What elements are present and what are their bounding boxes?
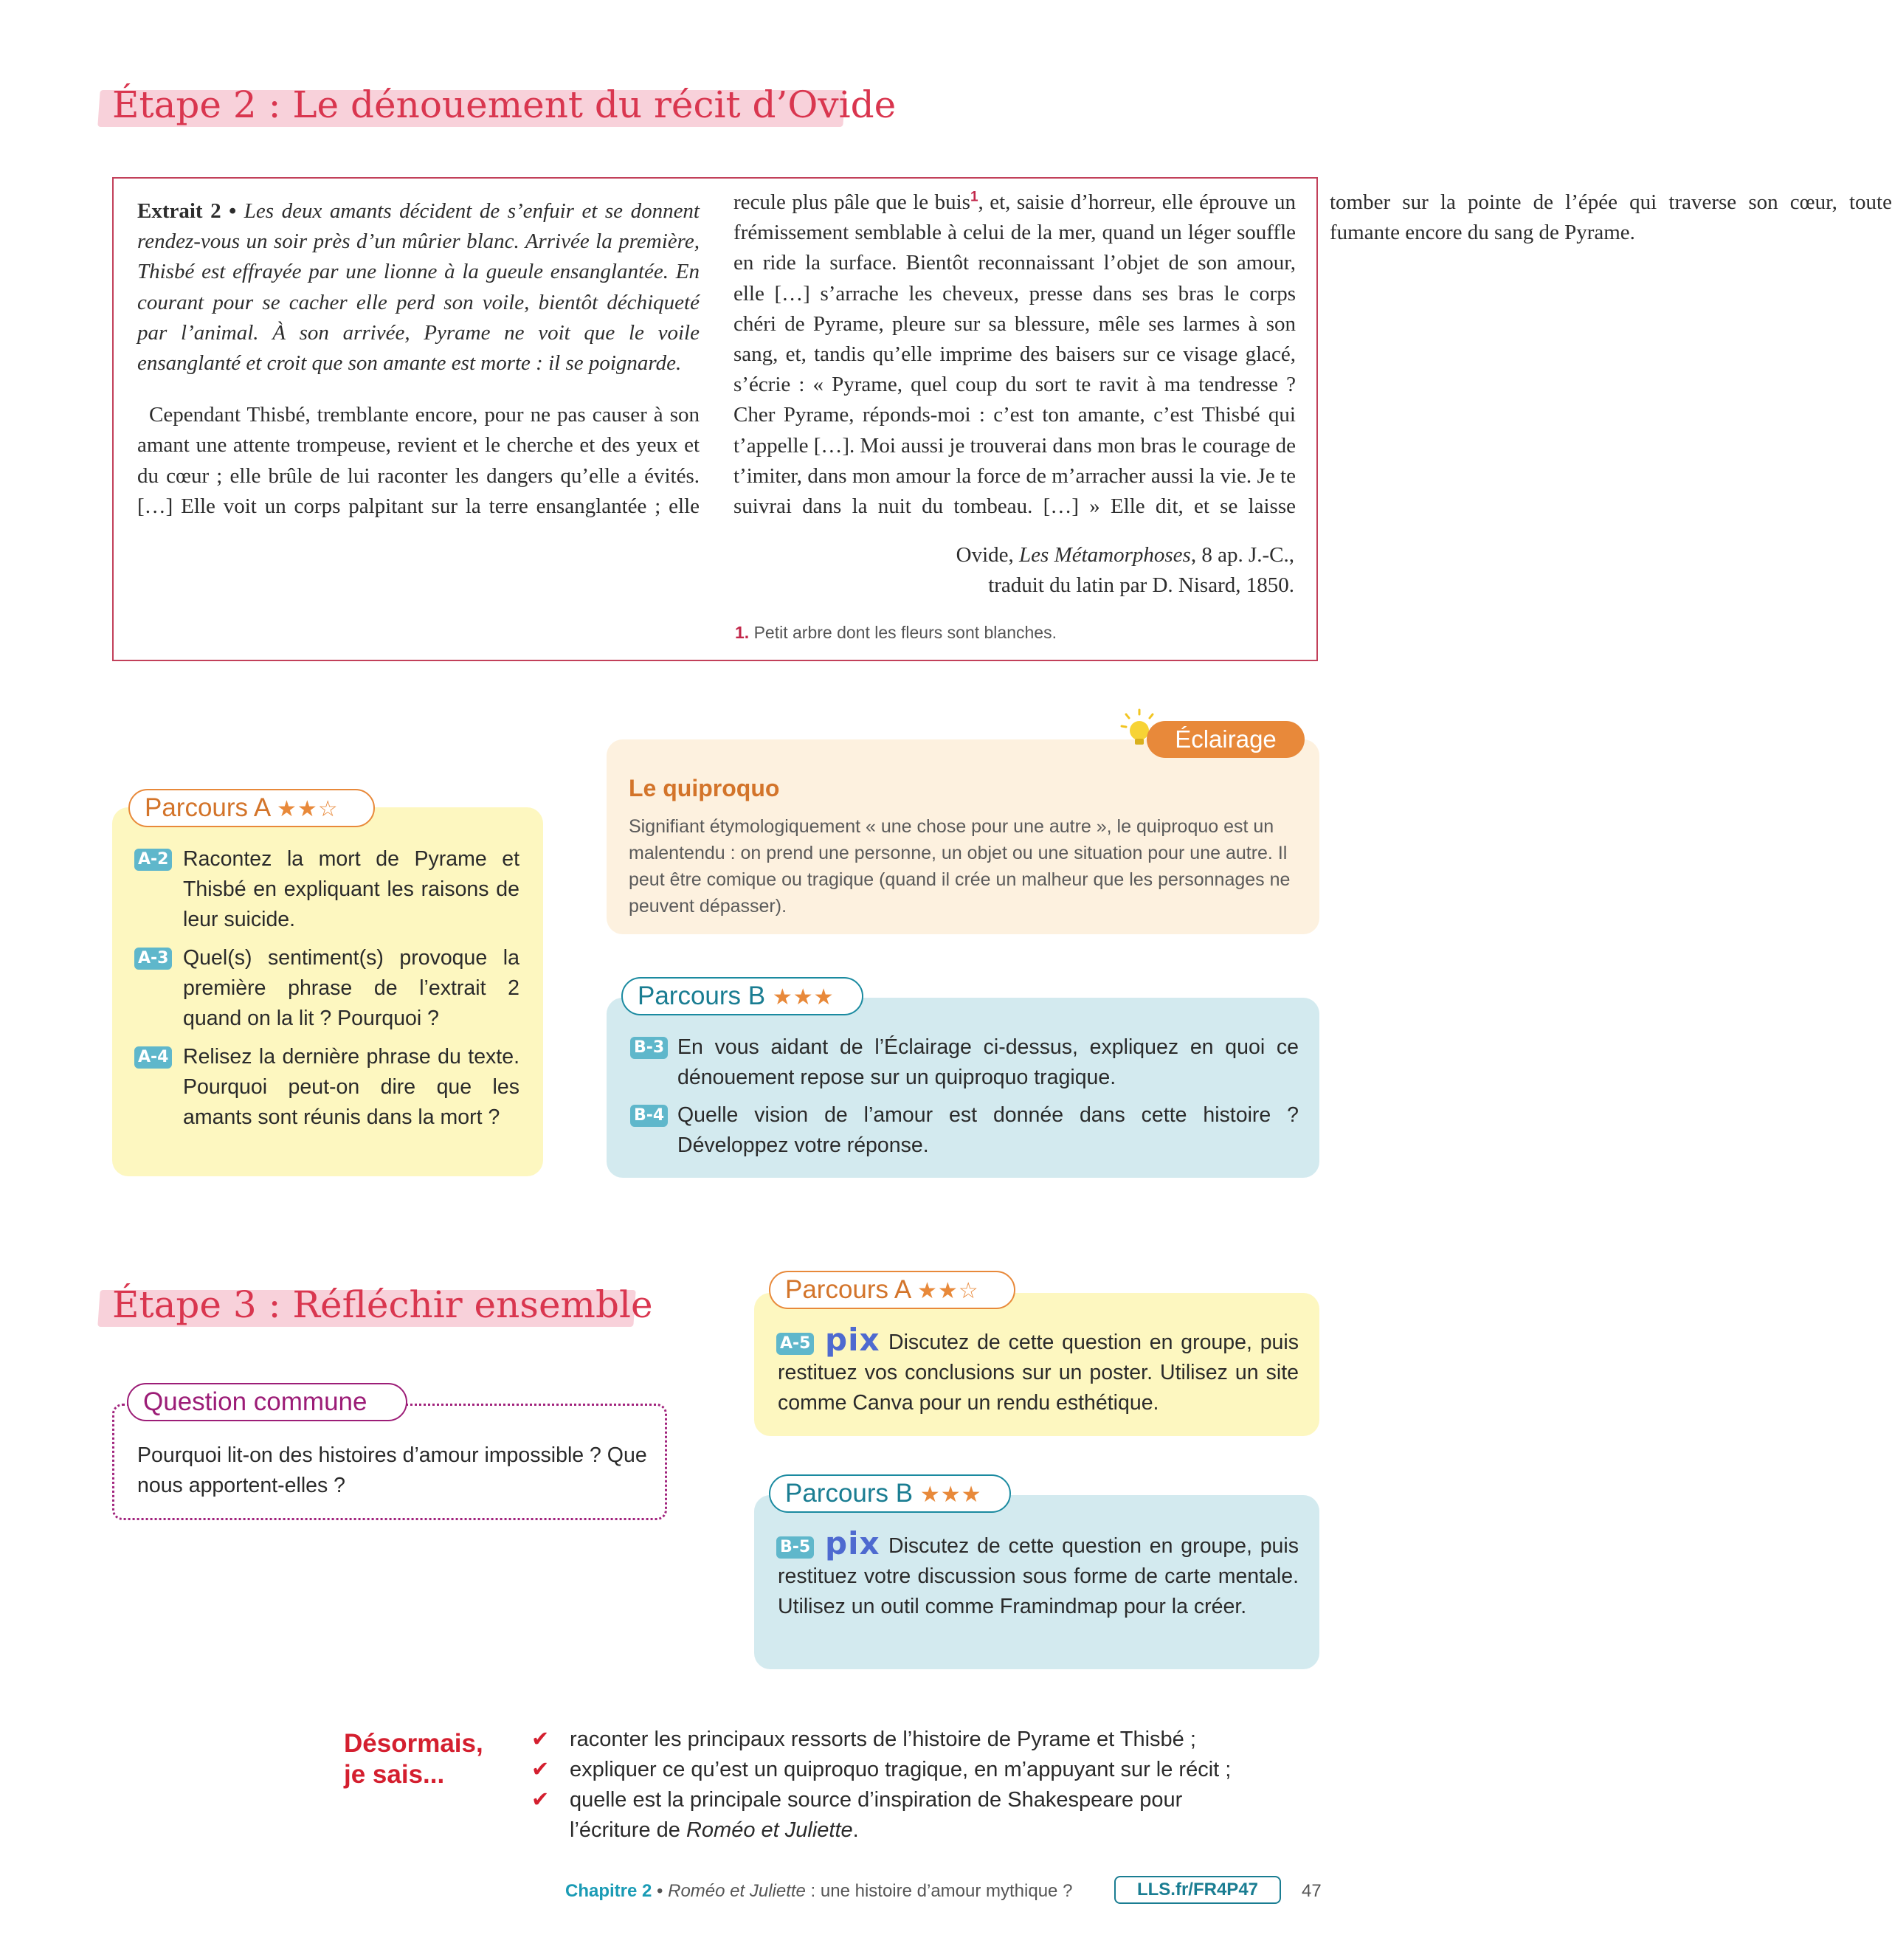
- footer-link[interactable]: LLS.fr/FR4P47: [1114, 1876, 1281, 1904]
- question-a5: Discutez de cette question en groupe, puis restituez vos conclusions sur un poster. Utilisez un site comme Canva pour un rendu esthétique.: [778, 1331, 1299, 1415]
- question-commune-text: Pourquoi lit-on des histoires d’amour impossible ? Que nous apportent-elles ?: [137, 1443, 647, 1497]
- question-badge: A-5: [776, 1333, 814, 1355]
- question-a4: Relisez la dernière phrase du texte. Pourquoi peut-on dire que les amants sont réunis dans la mort ?: [183, 1045, 519, 1129]
- question-badge: B-3: [630, 1037, 668, 1059]
- question-badge: B-4: [630, 1105, 668, 1127]
- extract-source: Ovide, Les Métamorphoses, 8 ap. J.-C., traduit du latin par D. Nisard, 1850.: [735, 540, 1294, 601]
- footnote-number: 1.: [735, 623, 750, 642]
- question-b5: Discutez de cette question en groupe, puis restituez votre discussion sous forme de carte mentale. Utilisez un outil comme Framindmap pour la créer.: [778, 1534, 1299, 1618]
- extract-label: Extrait 2: [137, 199, 221, 223]
- star-rating-icon: ★★★: [772, 985, 835, 1010]
- source-work: Les Métamorphoses: [1019, 543, 1191, 567]
- desormais-item: ✔ quelle est la principale source d’inspiration de Shakespeare pour: [531, 1785, 1231, 1815]
- question-a2: Racontez la mort de Pyrame et Thisbé en expliquant les raisons de leur suicide.: [183, 847, 519, 931]
- star-rating-icon: ★★☆: [277, 797, 339, 821]
- parcours-b-pill: [621, 977, 863, 1015]
- question-a3: Quel(s) sentiment(s) provoque la première phrase de l’extrait 2 quand on la lit ? Pourquoi ?: [183, 946, 519, 1030]
- extract-summary: Extrait 2 • Les deux amants décident de s’enfuir et se donnent rendez-vous un soir près d’un mûrier blanc. Arrivée la première, Thisbé est effrayée par une lionne à la gueule ensanglantée. En courant pour se cacher elle perd son voile, bientôt déchiqueté par l’animal. À son arrivée, Pyrame ne voit que le voile ensanglanté et croit que son amante est morte : il se poignarde.: [137, 199, 700, 376]
- star-rating-icon: ★★★: [919, 1483, 982, 1507]
- eclairage-tag: Éclairage: [1147, 721, 1305, 758]
- parcours-a-label: Parcours A: [145, 793, 270, 822]
- parcours-b-label: Parcours B: [638, 981, 766, 1010]
- question-commune-pill: Question commune: [127, 1383, 407, 1421]
- parcours-a5-label: Parcours A: [785, 1275, 911, 1304]
- check-icon: ✔: [531, 1728, 550, 1751]
- etape3-title: Étape 3 : Réfléchir ensemble: [112, 1283, 653, 1326]
- question-badge: A-3: [134, 948, 172, 970]
- question-b4: Quelle vision de l’amour est donnée dans cette histoire ? Développez votre réponse.: [677, 1103, 1299, 1157]
- question-badge: B-5: [776, 1536, 814, 1559]
- question-b3: En vous aidant de l’Éclairage ci-dessus, expliquez en quoi ce dénouement repose sur un quiproquo tragique.: [677, 1035, 1299, 1089]
- etape2-title: Étape 2 : Le dénouement du récit d’Ovide: [112, 83, 897, 126]
- desormais-item-continued: l’écriture de Roméo et Juliette.: [570, 1818, 859, 1842]
- footer-chapter: Chapitre 2 • Roméo et Juliette : une histoire d’amour mythique ?: [565, 1881, 1073, 1901]
- desormais-item: ✔ raconter les principaux ressorts de l’histoire de Pyrame et Thisbé ;: [531, 1725, 1231, 1755]
- question-badge: A-4: [134, 1046, 172, 1069]
- question-badge: A-2: [134, 849, 172, 871]
- check-icon: ✔: [531, 1758, 550, 1781]
- source-translation: traduit du latin par D. Nisard, 1850.: [988, 573, 1294, 597]
- footnote-text: Petit arbre dont les fleurs sont blanches.: [749, 623, 1057, 642]
- eclairage-text: Signifiant étymologiquement « une chose pour une autre », le quiproquo est un malentendu : on prend une personne, un objet ou une situation pour une autre. Il peut être comique ou tragique (quand il crée un malheur que les personnages ne peuvent dépasser).: [629, 816, 1291, 917]
- footnote-ref: 1: [970, 189, 978, 205]
- parcours-b5-pill: [769, 1474, 1011, 1513]
- extract-summary-text: Les deux amants décident de s’enfuir et se donnent rendez-vous un soir près d’un mûrier blanc. Arrivée la première, Thisbé est effrayée par une lionne à la gueule ensanglantée. En courant pour se cacher elle perd son voile, bientôt déchiqueté par l’animal. À son arrivée, Pyrame ne voit que le voile ensanglanté et croit que son amante est morte : il se poignarde.: [137, 199, 700, 376]
- parcours-a5-pill: [769, 1271, 1015, 1309]
- pix-logo-icon: pix: [825, 1322, 880, 1358]
- desormais-item: ✔ expliquer ce qu’est un quiproquo tragique, en m’appuyant sur le récit ;: [531, 1755, 1231, 1785]
- desormais-title: Désormais, je sais...: [344, 1729, 483, 1789]
- footnote: [735, 621, 1057, 643]
- parcours-a-pill: [128, 789, 375, 827]
- desormais-list: [531, 1725, 1231, 1846]
- extract-text: Cependant Thisbé, tremblante encore, pour ne pas causer à son amant une attente trompeuse, revient et le cherche et des yeux et du cœur ; elle brûle de lui raconter les dangers qu’elle a évités. […] Elle voit un corps palpitant sur la terre ensanglantée ; elle recule plus pâle que le buis$^1$, et, saisie d’horreur, elle éprouve un frémissement semblable à celui de la mer, quand un léger souffle en ride la surface. Bientôt reconnaissant l’objet de son amour, elle […] s’arrache les cheveux, presse dans ses bras le corps chéri de Pyrame, pleure sur sa blessure, mêle ses larmes à son sang, et, tandis qu’elle imprime des baisers sur ce visage glacé, s’écrie : « Pyrame, quel coup du sort te ravit à ma tendresse ? Cher Pyrame, réponds-moi : c’est ton amante, c’est Thisbé qui t’appelle […]. Moi aussi je trouverai dans mon bras le courage de t’imiter, dans mon amour la force de m’arracher aussi la vie. Je te suivrai dans la nuit du tombeau. […] » Elle dit, et se laisse tomber sur la pointe de l’épée qui traverse son cœur, toute fumante encore du sang de Pyrame.: [137, 189, 1892, 519]
- page-number: 47: [1302, 1881, 1322, 1901]
- pix-logo-icon: pix: [825, 1525, 880, 1562]
- star-rating-icon: ★★☆: [917, 1279, 979, 1303]
- eclairage-title: Le quiproquo: [629, 775, 780, 801]
- check-icon: ✔: [531, 1788, 550, 1812]
- parcours-b5-label: Parcours B: [785, 1479, 914, 1508]
- extract-two-column-flow: [137, 187, 1892, 528]
